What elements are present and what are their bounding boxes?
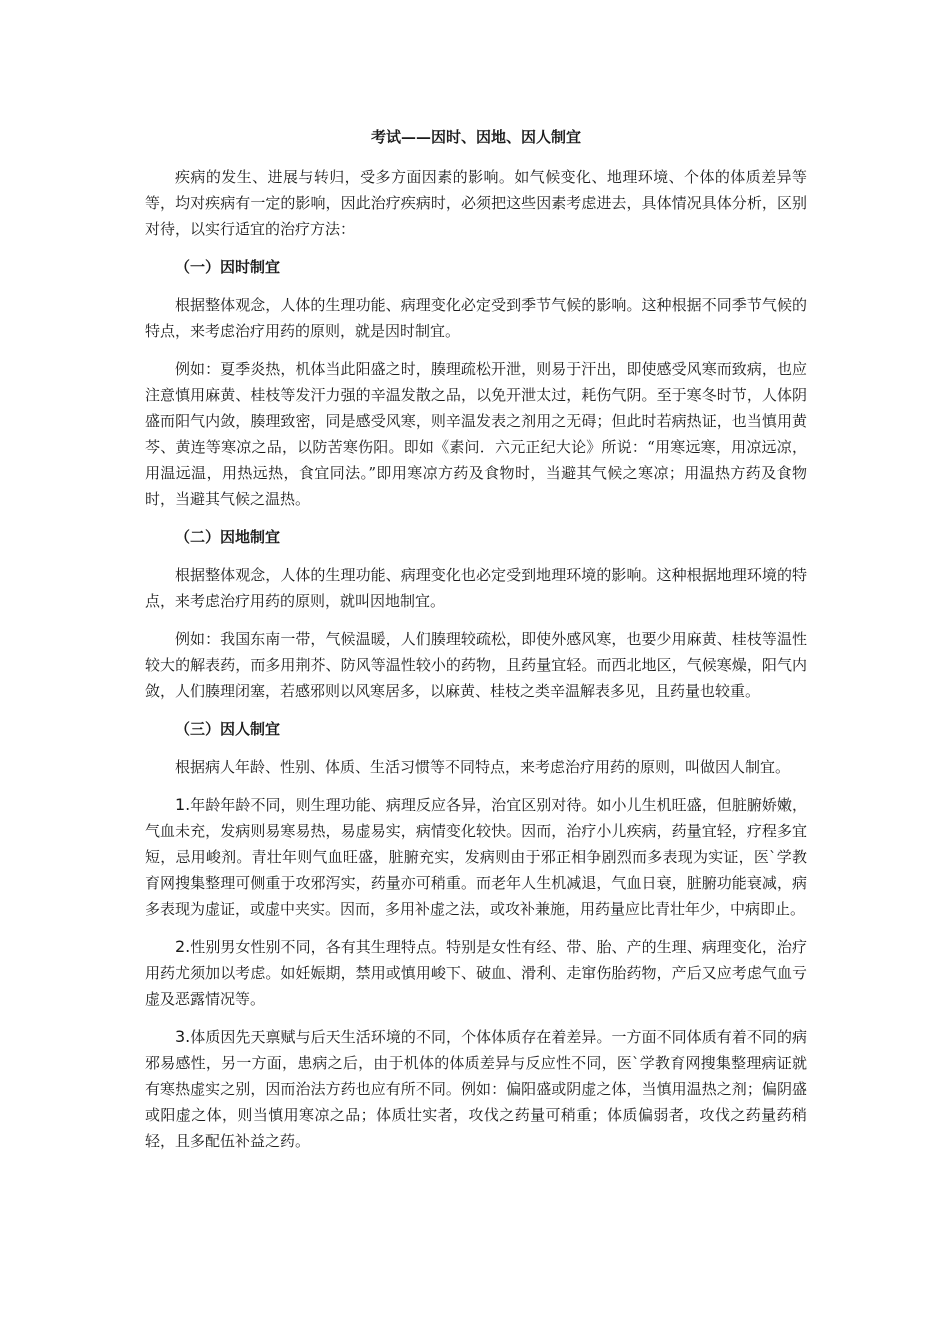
document-title: 考试——因时、因地、因人制宜	[370, 128, 581, 146]
section-heading-time: （一）因时制宜	[175, 258, 281, 276]
list-item-text: 年龄年龄不同，则生理功能、病理反应各异，治宜区别对待。如小儿生机旺盛，但脏腑娇嫩，气血未充，发病则易寒易热，易虚易实，病情变化较快。因而，治疗小儿疾病，药量宜轻，疗程多宜短，忌用峻剂。青壮年则气血旺盛，脏腑充实，发病则由于邪正相争剧烈而多表现为实证，医`学教育网搜集整理可侧重于攻邪泻实，药量亦可稍重。而老年人生机减退，气血日衰，脏腑功能衰减，病多表现为虚证，或虚中夹实。因而，多用补虚之法，或攻补兼施，用药量应比青壮年少，中病即止。	[145, 796, 807, 918]
section-heading-person: （三）因人制宜	[175, 720, 281, 738]
intro-paragraph: 疾病的发生、进展与转归，受多方面因素的影响。如气候变化、地理环境、个体的体质差异等等，均对疾病有一定的影响，因此治疗疾病时，必须把这些因素考虑进去，具体情况具体分析，区别对待，以实行适宜的治疗方法：	[145, 168, 807, 238]
document-page	[145, 124, 807, 1166]
section-place-paragraph-2: 例如：我国东南一带，气候温暖，人们腠理较疏松，即使外感风寒，也要少用麻黄、桂枝等温性较大的解表药，而多用荆芥、防风等温性较小的药物，且药量宜轻。而西北地区，气候寒燥，阳气内敛，人们腠理闭塞，若感邪则以风寒居多，以麻黄、桂枝之类辛温解表多见，且药量也较重。	[145, 630, 807, 700]
list-item-age	[145, 792, 807, 922]
list-item-number: 3.	[175, 1027, 191, 1046]
section-heading-place: （二）因地制宜	[175, 528, 281, 546]
list-item-text: 性别男女性别不同，各有其生理特点。特别是女性有经、带、胎、产的生理、病理变化，治疗用药尤须加以考虑。如妊娠期，禁用或慎用峻下、破血、滑利、走窜伤胎药物，产后又应考虑气血亏虚及恶露情况等。	[145, 938, 807, 1008]
section-place-paragraph-1: 根据整体观念，人体的生理功能、病理变化也必定受到地理环境的影响。这种根据地理环境的特点，来考虑治疗用药的原则，就叫因地制宜。	[145, 566, 807, 610]
list-item-constitution	[145, 1024, 807, 1154]
list-item-gender	[145, 934, 807, 1012]
list-item-number: 1.	[175, 795, 191, 814]
section-time-paragraph-2: 例如：夏季炎热，机体当此阳盛之时，腠理疏松开泄，则易于汗出，即使感受风寒而致病，也应注意慎用麻黄、桂枝等发汗力强的辛温发散之品，以免开泄太过，耗伤气阴。至于寒冬时节，人体阴盛而阳气内敛，腠理致密，同是感受风寒，则辛温发表之剂用之无碍；但此时若病热证，也当慎用黄芩、黄连等寒凉之品，以防苦寒伤阳。即如《素问．六元正纪大论》所说：“用寒远寒，用凉远凉，用温远温，用热远热，食宜同法。”即用寒凉方药及食物时，当避其气候之寒凉；用温热方药及食物时，当避其气候之温热。	[145, 360, 807, 508]
section-person-paragraph-1: 根据病人年龄、性别、体质、生活习惯等不同特点，来考虑治疗用药的原则，叫做因人制宜。	[175, 758, 791, 776]
list-item-number: 2.	[175, 937, 191, 956]
list-item-text: 体质因先天禀赋与后天生活环境的不同，个体体质存在着差异。一方面不同体质有着不同的病邪易感性，另一方面，患病之后，由于机体的体质差异与反应性不同，医`学教育网搜集整理病证就有寒热虚实之别，因而治法方药也应有所不同。例如：偏阳盛或阴虚之体，当慎用温热之剂；偏阴盛或阳虚之体，则当慎用寒凉之品；体质壮实者，攻伐之药量可稍重；体质偏弱者，攻伐之药量药稍轻，且多配伍补益之药。	[145, 1028, 807, 1150]
section-time-paragraph-1: 根据整体观念，人体的生理功能、病理变化必定受到季节气候的影响。这种根据不同季节气候的特点，来考虑治疗用药的原则，就是因时制宜。	[145, 296, 807, 340]
